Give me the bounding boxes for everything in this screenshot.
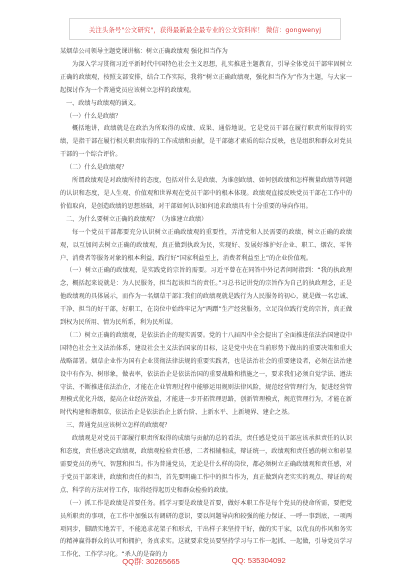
section-heading: （一）树立正确的政绩观，是实践党的宗旨的需要。习近平曾在在同答中外记者问时指到：“我的执政理念，概括起来说就是：为人民服务，担当起该担当的责任。”习总书记讲党的宗旨作为自己的执政理念，正是他政绩观的具体展示，而作为一名烟草干部汇我们的政绩观就是践行为人民服务的初心，就是做一名忠诚、干净、担当的好干部，好职工，在岗位中始终牢记为“两蹭”生产经营服务，立足岗位践行党的宗旨，真正做到权为民所用、情为民所系，利为民所谋。 [60,267,352,327]
section-heading: （一）抓工作是政绩是首要任务。抓学习要是政绩是首要，做好本职工作是每个党员的使命所需，要把党员所职责的事项，在工作中加强以有调研的意识，要以问题导向和较强的能力保证、一呼一事到底，一项两项同步，脚踏实地苦干，不能追求花架子和形式，干出样子来坚持干好，做的实干家，以优良的作风和务实的精神赢得群众的认可和拥护，务真求实。这就要求党员要坚持学习与工作一起抓、一起做，引导党员学习工作化、工作学习化。“杀人的是奋的力 [60,499,352,559]
body-paragraph: 所谓政绩观是对政绩所持的态度，包括对什么是政绩、为谁创政绩、如何创政绩和怎样衡量政绩等问题的认识和态度，是人生观、价值观和世界观在党员干部中的根本体现。政绩观直接反映党员干部在工作中的价值取向，是创造政绩的思想基础，对干部如何认识如何追求政绩具有十分重要的导向作用。 [60,177,352,210]
document-body [60,46,352,562]
document-title: 某烟草公司领导主题党课讲稿：树立正确政绩观 强化担当作为 [60,48,228,55]
body-paragraph: 为深入学习贯彻习近平新时代中国特色社会主义思想，扎实推进主题教育，引导全体党员干部牢固树立正确的政绩观，按照支部安排，结合工作实际，我将“树立正确政绩观，强化担当作为”作为主题，与大家一起探讨作为一个普通党员应该树立怎样的政绩观。 [60,60,352,94]
body-paragraph: 政绩观是对党员干部履行职责所取得的成绩与贡献的总的看法，责任感是党员干部应该承担责任的认识和态度，责任感决定政绩观，政绩观检验责任感，二者相辅相成，辩证统一，政绩观和责任感的树立和彰显需要党员的勇气、智慧和担当。作为普通党员，无论是什么样的岗位，都必须树立正确政绩观和责任感，对于党员干部来讲，政绩和责任的担当，首先要明确工作中的担当作为，真正做到向老实实的观点、辩证的观点、科学的方法对待工作，取得经得起历史和群众检验的政绩。 [60,435,352,494]
section-heading: （二）什么是政绩观？ [66,164,128,172]
promo-banner [69,18,341,40]
page-footer [0,556,408,570]
section-heading: 二、为什么要树立正确的政绩观？（为谁建立政绩） [66,215,208,223]
footer-qq: QQ: 535304092 [231,556,286,565]
section-heading: （一）什么是政绩？ [66,112,122,120]
section-heading: 三、普通党员应该树立怎样的政绩观？ [66,422,171,430]
section-heading: 一、政绩与政绩观的涵义。 [66,99,140,107]
section-heading: （二）树立正确的政绩观，是依法治企的现实需要。党的十八届四中全会提出了全面推进依法治国建设中国特色社会主义法治体系，建设社会主义法治国家的目标，这是党中央在当前形势下做出的重要决策和重大战略部署。烟草企业作为国有企业贯彻法律法规的重要实践者，也是法治社会的重要建设者，必须在法治建设中有作为、树形象，做表率，依法治企是依法治国的重要战略和措施之一，要求我们必须自觉学法、遵法守法、不断推进依法治企，才能在企业管理过程中能够运用规则法律风险，规范经营管理行为，促进经营管理模式优化升级，提高企业经济效益，才能进一步开拓管理思路，创新管理模式，规范管理行为，才能在新时代构建和谐烟草，依法治企是依法治企上新台阶、上新水平、上新境界、建企之基。 [60,331,352,417]
body-paragraph: 每一个党员干部都要充分认识树立正确政绩观的重要性，弄清党和人民需要的政绩，树立正确的政绩观，以互加问去树立正确的政绩观，真正做到执政为民，实现好、发展好维护好企业、职工、烟农、零售户、消费者等服务对象的根本利益，践行好“国家利益至上，消费者利益至上”的企业价值观。 [60,228,352,262]
promo-banner-text: 关注头条号"公文研究"，获得最新最全最专业的公文资料库！ 微信：gongwenyj [88,25,322,34]
body-paragraph: 概括地讲，政绩就是在政治为所取得的成绩、成果、通俗地说，它是党员干部在履行职责所取得的实绩，是指干部在履行相关职责取得的工作成绩和贡献，是干部德才素质的综合反映，也是组织和群众对党员干部的一个综合评价。 [60,125,352,159]
footer-qq-group: QQ群: 30265665 [122,557,180,566]
